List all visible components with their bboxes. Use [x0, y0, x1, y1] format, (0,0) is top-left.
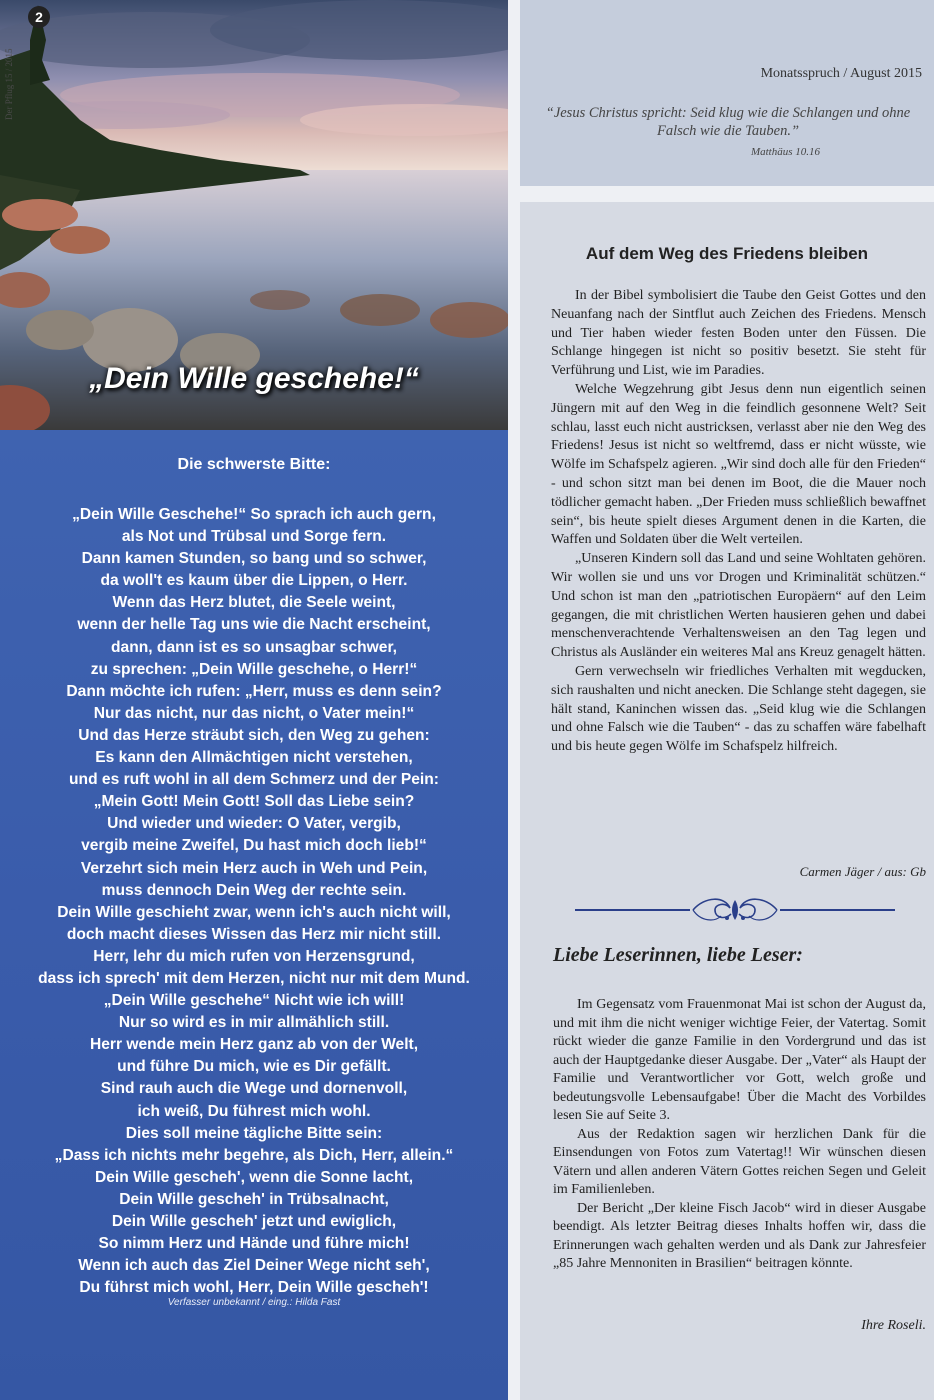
poem-line: Sind rauh auch die Wege und dornenvoll, [100, 1080, 408, 1098]
poem-line: Nur das nicht, nur das nicht, o Vater mein!“ [93, 704, 415, 722]
article-paragraph: In der Bibel symbolisiert die Taube den Geist Gottes und den Neuanfang nach der Sintflut auch Zeichen des Friedens. Mensch und Tier haben wieder festen Boden unter den Füssen. Die Schlange hingegen ist nicht so positiv besetzt. Sie steht für Verführung und List, wie im Paradies. [551, 288, 926, 379]
poem-line: „Dein Wille geschehe“ Nicht wie ich will! [103, 992, 405, 1010]
poem-line: dass ich sprech' mit dem Herzen, nicht nur mit dem Mund. [38, 969, 470, 987]
poem-line: und es ruft wohl in all dem Schmerz und der Pein: [69, 771, 439, 789]
poem-line: Dann möchte ich rufen: „Herr, muss es denn sein? [66, 682, 442, 700]
poem-author: Verfasser unbekannt / eing.: Hilda Fast [167, 1297, 341, 1308]
poem-line: muss dennoch Dein Weg der rechte sein. [101, 881, 407, 899]
poem-line: Es kann den Allmächtigen nicht verstehen, [95, 749, 413, 767]
panel-gap [520, 186, 934, 202]
poem-line: zu sprechen: „Dein Wille geschehe, o Herr!“ [90, 660, 418, 678]
lake-photo [0, 0, 508, 430]
editorial-signature: Ihre Roseli. [861, 1318, 926, 1333]
poem-line: wenn der helle Tag uns wie die Nacht erscheint, [77, 616, 431, 634]
poem-line: „Mein Gott! Mein Gott! Soll das Liebe sein? [93, 793, 415, 811]
monatsspruch-heading: Monatsspruch / August 2015 [760, 66, 922, 81]
monatsspruch-quote: “Jesus Christus spricht: Seid klug wie die Schlangen und ohne Falsch wie die Tauben.” [545, 105, 911, 139]
poem-line: da woll't es kaum über die Lippen, o Herr. [100, 572, 408, 590]
editorial-body [553, 996, 926, 1274]
editorial-paragraph: Der Bericht „Der kleine Fisch Jacob“ wird in dieser Ausgabe beendigt. Als letzter Beitrag dieses Inhalts hoffen wir, dass die Erinnerungen wach gehalten werden und als Dank zur Jahresfeier „85 Jahre Mennoniten in Brasilien“ beitragen könnte. [553, 1200, 926, 1271]
editorial-paragraph: Im Gegensatz vom Frauenmonat Mai ist schon der August da, und mit ihm die nicht weniger wichtige Feier, der Vatertag. Somit rückt wieder die ganze Familie in den Vordergrund und das ist auch der Hauptgedanke dieser Ausgabe. Der „Vater“ als Haupt der Familie und Verantwortlicher vor Gott, welch große und bedeutungsvolle Lebensaufgabe! Über die Macht des Vorbildes lesen Sie auf Seite 3. [553, 997, 926, 1123]
poem-line: Nur so wird es in mir allmählich still. [118, 1014, 390, 1032]
article-title: Auf dem Weg des Friedens bleiben [585, 244, 869, 263]
column-gutter [508, 0, 520, 1400]
poem-line: Herr wende mein Herz ganz ab von der Welt, [89, 1036, 419, 1054]
page-number-badge: 2 [28, 6, 50, 28]
poem-line: Verzehrt sich mein Herz auch in Weh und Pein, [80, 859, 428, 877]
editorial-title: Liebe Leserinnen, liebe Leser: [553, 944, 803, 966]
article-body [551, 287, 926, 757]
poem-line: Und wieder und wieder: O Vater, vergib, [107, 815, 401, 833]
poem-text [20, 504, 488, 1299]
poem-line: als Not und Trübsal und Sorge fern. [121, 528, 387, 546]
article-paragraph: „Unseren Kindern soll das Land und seine Wohltaten gehören. Wir wollen sie und uns vor Drogen und Kriminalität schützen.“ Und schon ist man den „patriotischen Europäern“ auf den Leim gegangen, die mit christlichen Werten hausieren gehen und dabei menschenverachtende Verhaltensweisen an den Tag legen und Christus als Ausländer ein weiteres Mal ans Kreuz genagelt hätten. [551, 551, 926, 661]
poem-line: Dein Wille gescheh' in Trübsalnacht, [119, 1190, 389, 1208]
issue-side-label: Der Pflug 15 / 2015 [4, 48, 14, 120]
article-signature: Carmen Jäger / aus: Gb [799, 864, 926, 879]
monatsspruch-panel [520, 0, 934, 186]
monatsspruch-reference: Matthäus 10.16 [750, 146, 820, 158]
headline: „Dein Wille geschehe!“ [89, 362, 419, 395]
poem-line: So nimm Herz und Hände und führe mich! [98, 1235, 410, 1253]
poem-line: Du führst mich wohl, Herr, Dein Wille gescheh'! [79, 1279, 429, 1297]
poem-line: Wenn ich auch das Ziel Deiner Wege nicht seh', [78, 1257, 430, 1275]
poem-line: Dein Wille gescheh' jetzt und ewiglich, [111, 1213, 397, 1230]
poem-line: ich weiß, Du führest mich wohl. [137, 1102, 371, 1120]
poem-line: Dein Wille gescheh', wenn die Sonne lacht, [94, 1168, 414, 1186]
poem-line: Herr, lehr du mich rufen von Herzensgrund, [93, 947, 415, 965]
poem-line: Und das Herze sträubt sich, den Weg zu gehen: [78, 726, 430, 744]
poem-line: „Dass ich nichts mehr begehre, als Dich, Herr, allein.“ [54, 1146, 454, 1164]
poem-line: Dies soll meine tägliche Bitte sein: [125, 1124, 383, 1142]
poem-line: Wenn das Herz blutet, die Seele weint, [112, 594, 396, 612]
poem-line: doch macht dieses Wissen das Herz mir nicht still. [66, 925, 442, 943]
poem-line: und führe Du mich, wie es Dir gefällt. [117, 1058, 391, 1076]
poem-line: dann, dann ist es so unsagbar schwer, [111, 638, 397, 656]
article-paragraph: Gern verwechseln wir friedliches Verhalten mit wegducken, sich raushalten und nicht anecken. Die Schlange steht dagegen, sie hält stand, Kaninchen wissen das. „Seid klug wie die Schlangen und ohne Falsch wie die Tauben“ - das zu schaffen wäre fabelhaft und bis heute gegen Wölfe im Schafspelz hilfreich. [551, 663, 926, 755]
poem-title: Die schwerste Bitte: [177, 456, 331, 473]
poem-line: vergib meine Zweifel, Du hast mich doch lieb!“ [81, 837, 427, 855]
poem-line: Dann kamen Stunden, so bang und so schwer, [81, 550, 427, 568]
editorial-paragraph: Aus der Redaktion sagen wir herzlichen Dank für die Einsendungen von Fotos zum Vatertag!! Wir wünschen diesen Vätern und allen anderen Vätern Gottes reichen Segen und Geleit im Familienleben. [553, 1126, 926, 1197]
poem-line: „Dein Wille Geschehe!“ So sprach ich auch gern, [72, 506, 436, 523]
article-paragraph: Welche Wegzehrung gibt Jesus denn nun eigentlich seinen Jüngern mit auf den Weg in die feindlich gesonnene Welt? Seit schlau, lasst euch nicht austricksen, verlasst aber nie den Weg des Friedens! Jesus ist nicht so weltfremd, dass er nicht wüsste, wie Wölfe im Schafspelz agieren. „Wir sind doch alle für den Frieden“ - und schon sitzt man bei denen im Boot, die die Mauer noch tödlicher gemacht haben. „Der Frieden muss schließlich bewaffnet sein“, bis heute spielt dieses Argument denen in die Karten, die Waffen und Soldaten über die Welt verteilen. [551, 381, 926, 548]
ornament-divider [575, 892, 895, 928]
poem-line: Dein Wille geschieht zwar, wenn ich's auch nicht will, [57, 903, 451, 921]
